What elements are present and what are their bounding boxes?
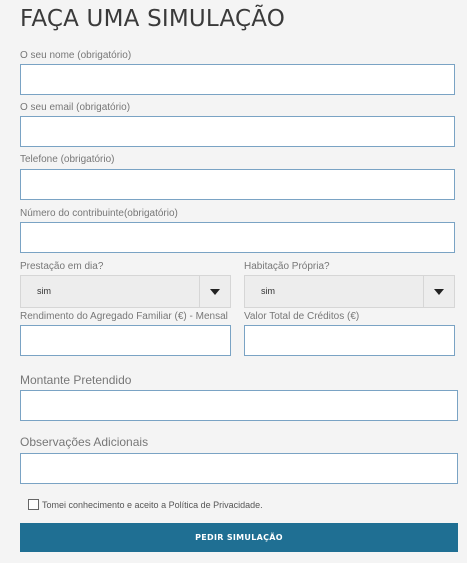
taxid-input[interactable] [20,222,455,253]
household-income-input[interactable] [20,325,231,356]
caret-down-icon [434,289,444,295]
privacy-consent-label: Tomei conhecimento e aceito a Política de Privacidade. [42,499,263,510]
payment-current-value: sim [37,286,51,296]
payment-current-arrow[interactable] [199,276,230,307]
caret-down-icon [210,289,220,295]
email-label: O seu email (obrigatório) [20,102,131,113]
payment-current-label: Prestação em dia? [20,261,104,272]
form-title: FAÇA UMA SIMULAÇÃO [20,6,286,32]
notes-label: Observações Adicionais [20,435,149,449]
email-input[interactable] [20,116,455,147]
name-label: O seu nome (obrigatório) [20,50,132,61]
own-house-label: Habitação Própria? [244,261,330,272]
phone-input[interactable] [20,169,455,200]
total-credit-input[interactable] [244,325,455,356]
own-house-arrow[interactable] [423,276,454,307]
own-house-select[interactable] [244,275,455,308]
taxid-label: Número do contribuinte(obrigatório) [20,208,178,219]
payment-current-select[interactable] [20,275,231,308]
own-house-value: sim [261,286,275,296]
household-income-label: Rendimento do Agregado Familiar (€) - Mensal [20,311,228,322]
amount-label: Montante Pretendido [20,373,132,387]
request-simulation-button[interactable]: PEDIR SIMULAÇÃO [20,523,458,552]
privacy-consent[interactable] [28,499,263,510]
phone-label: Telefone (obrigatório) [20,154,115,165]
privacy-checkbox[interactable] [28,499,39,510]
name-input[interactable] [20,64,455,95]
amount-input[interactable] [20,390,458,421]
total-credit-label: Valor Total de Créditos (€) [244,311,360,322]
notes-input[interactable] [20,453,458,484]
